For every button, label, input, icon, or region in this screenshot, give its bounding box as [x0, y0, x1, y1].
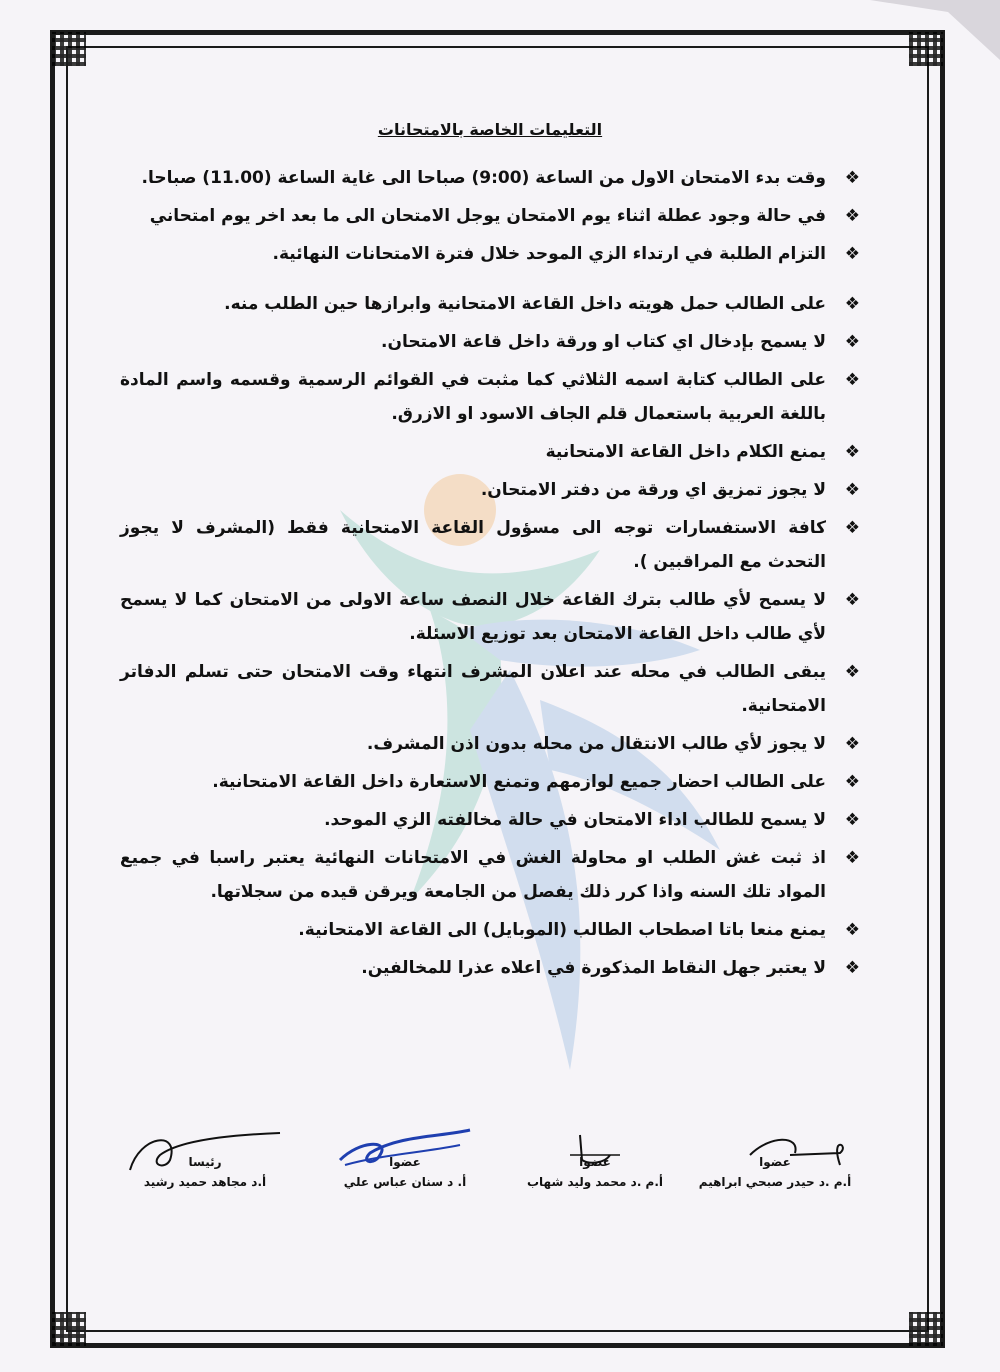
- border-corner-ornament: [52, 32, 86, 66]
- bullet-icon: ❖: [844, 332, 860, 352]
- bullet-icon: ❖: [844, 370, 860, 390]
- handwritten-signature: [510, 1125, 680, 1175]
- handwritten-signature: [120, 1125, 290, 1175]
- bullet-icon: ❖: [844, 848, 860, 868]
- bullet-icon: ❖: [844, 958, 860, 978]
- list-item: ❖ لا يجوز لأي طالب الانتقال من محله بدون اذن المشرف.: [120, 727, 860, 761]
- list-item: ❖ على الطالب احضار جميع لوازمهم وتمنع الاستعارة داخل القاعة الامتحانية.: [120, 765, 860, 799]
- list-item: ❖ يبقى الطالب في محله عند اعلان المشرف انتهاء وقت الامتحان حتى تسلم الدفاتر الامتحانية.: [120, 655, 860, 723]
- list-item: ❖ على الطالب حمل هويته داخل القاعة الامتحانية وابرازها حين الطلب منه.: [120, 287, 860, 321]
- signature-member: عضوا أ. د سنان عباس علي: [320, 1125, 490, 1189]
- list-item: ❖ التزام الطلبة في ارتداء الزي الموحد خلال فترة الامتحانات النهائية.: [120, 237, 860, 271]
- list-item: ❖ كافة الاستفسارات توجه الى مسؤول القاعة الامتحانية فقط (المشرف لا يجوز التحدث مع المراقبين ).: [120, 511, 860, 579]
- signature-block: [110, 1125, 870, 1205]
- handwritten-signature: [320, 1125, 490, 1175]
- list-item: ❖ لا يسمح لأي طالب بترك القاعة خلال النصف ساعة الاولى من الامتحان كما لا يسمح لأي طالب داخل القاعة الامتحان بعد توزيع الاسئلة.: [120, 583, 860, 651]
- bullet-icon: ❖: [844, 206, 860, 226]
- border-corner-ornament: [52, 1312, 86, 1346]
- signature-member: عضوا أ.م .د محمد وليد شهاب: [510, 1125, 680, 1189]
- bullet-icon: ❖: [844, 244, 860, 264]
- bullet-icon: ❖: [844, 590, 860, 610]
- list-item: ❖ على الطالب كتابة اسمه الثلاثي كما مثبت في القوائم الرسمية وقسمه واسم المادة باللغة العربية باستعمال قلم الجاف الاسود او الازرق.: [120, 363, 860, 431]
- signature-member: عضوا أ.م .د حيدر صبحي ابراهيم: [690, 1125, 860, 1189]
- bullet-icon: ❖: [844, 518, 860, 538]
- rules-list: [120, 161, 860, 985]
- bullet-icon: ❖: [844, 294, 860, 314]
- bullet-icon: ❖: [844, 168, 860, 188]
- list-item: ❖ اذ ثبت غش الطلب او محاولة الغش في الامتحانات النهائية يعتبر راسبا في جميع المواد تلك السنه واذا كرر ذلك يفصل من الجامعة ويرقن قيده من سجلاتها.: [120, 841, 860, 909]
- list-item: ❖ لا يجوز تمزيق اي ورقة من دفتر الامتحان.: [120, 473, 860, 507]
- bullet-icon: ❖: [844, 662, 860, 682]
- border-corner-ornament: [909, 32, 943, 66]
- bullet-icon: ❖: [844, 480, 860, 500]
- bullet-icon: ❖: [844, 920, 860, 940]
- instructions-body: [120, 120, 860, 989]
- list-item: ❖ لا يعتبر جهل النقاط المذكورة في اعلاه عذرا للمخالفين.: [120, 951, 860, 985]
- list-item: ❖ لا يسمح بإدخال اي كتاب او ورقة داخل قاعة الامتحان.: [120, 325, 860, 359]
- document-title: التعليمات الخاصة بالامتحانات: [377, 120, 603, 139]
- list-item: ❖ وقت بدء الامتحان الاول من الساعة (9:00) صباحا الى غاية الساعة (11.00) صباحا.: [120, 161, 860, 195]
- bullet-icon: ❖: [844, 810, 860, 830]
- signature-chairman: رئيسا أ.د مجاهد حميد رشيد: [120, 1125, 290, 1189]
- handwritten-signature: [690, 1125, 860, 1175]
- bullet-icon: ❖: [844, 442, 860, 462]
- list-item: ❖ في حالة وجود عطلة اثناء يوم الامتحان يوجل الامتحان الى ما بعد اخر يوم امتحاني: [120, 199, 860, 233]
- border-corner-ornament: [909, 1312, 943, 1346]
- bullet-icon: ❖: [844, 772, 860, 792]
- list-item: ❖ يمنع الكلام داخل القاعة الامتحانية: [120, 435, 860, 469]
- list-item: ❖ يمنع منعا باتا اصطحاب الطالب (الموبايل) الى القاعة الامتحانية.: [120, 913, 860, 947]
- list-item: ❖ لا يسمح للطالب اداء الامتحان في حالة مخالفته الزي الموحد.: [120, 803, 860, 837]
- bullet-icon: ❖: [844, 734, 860, 754]
